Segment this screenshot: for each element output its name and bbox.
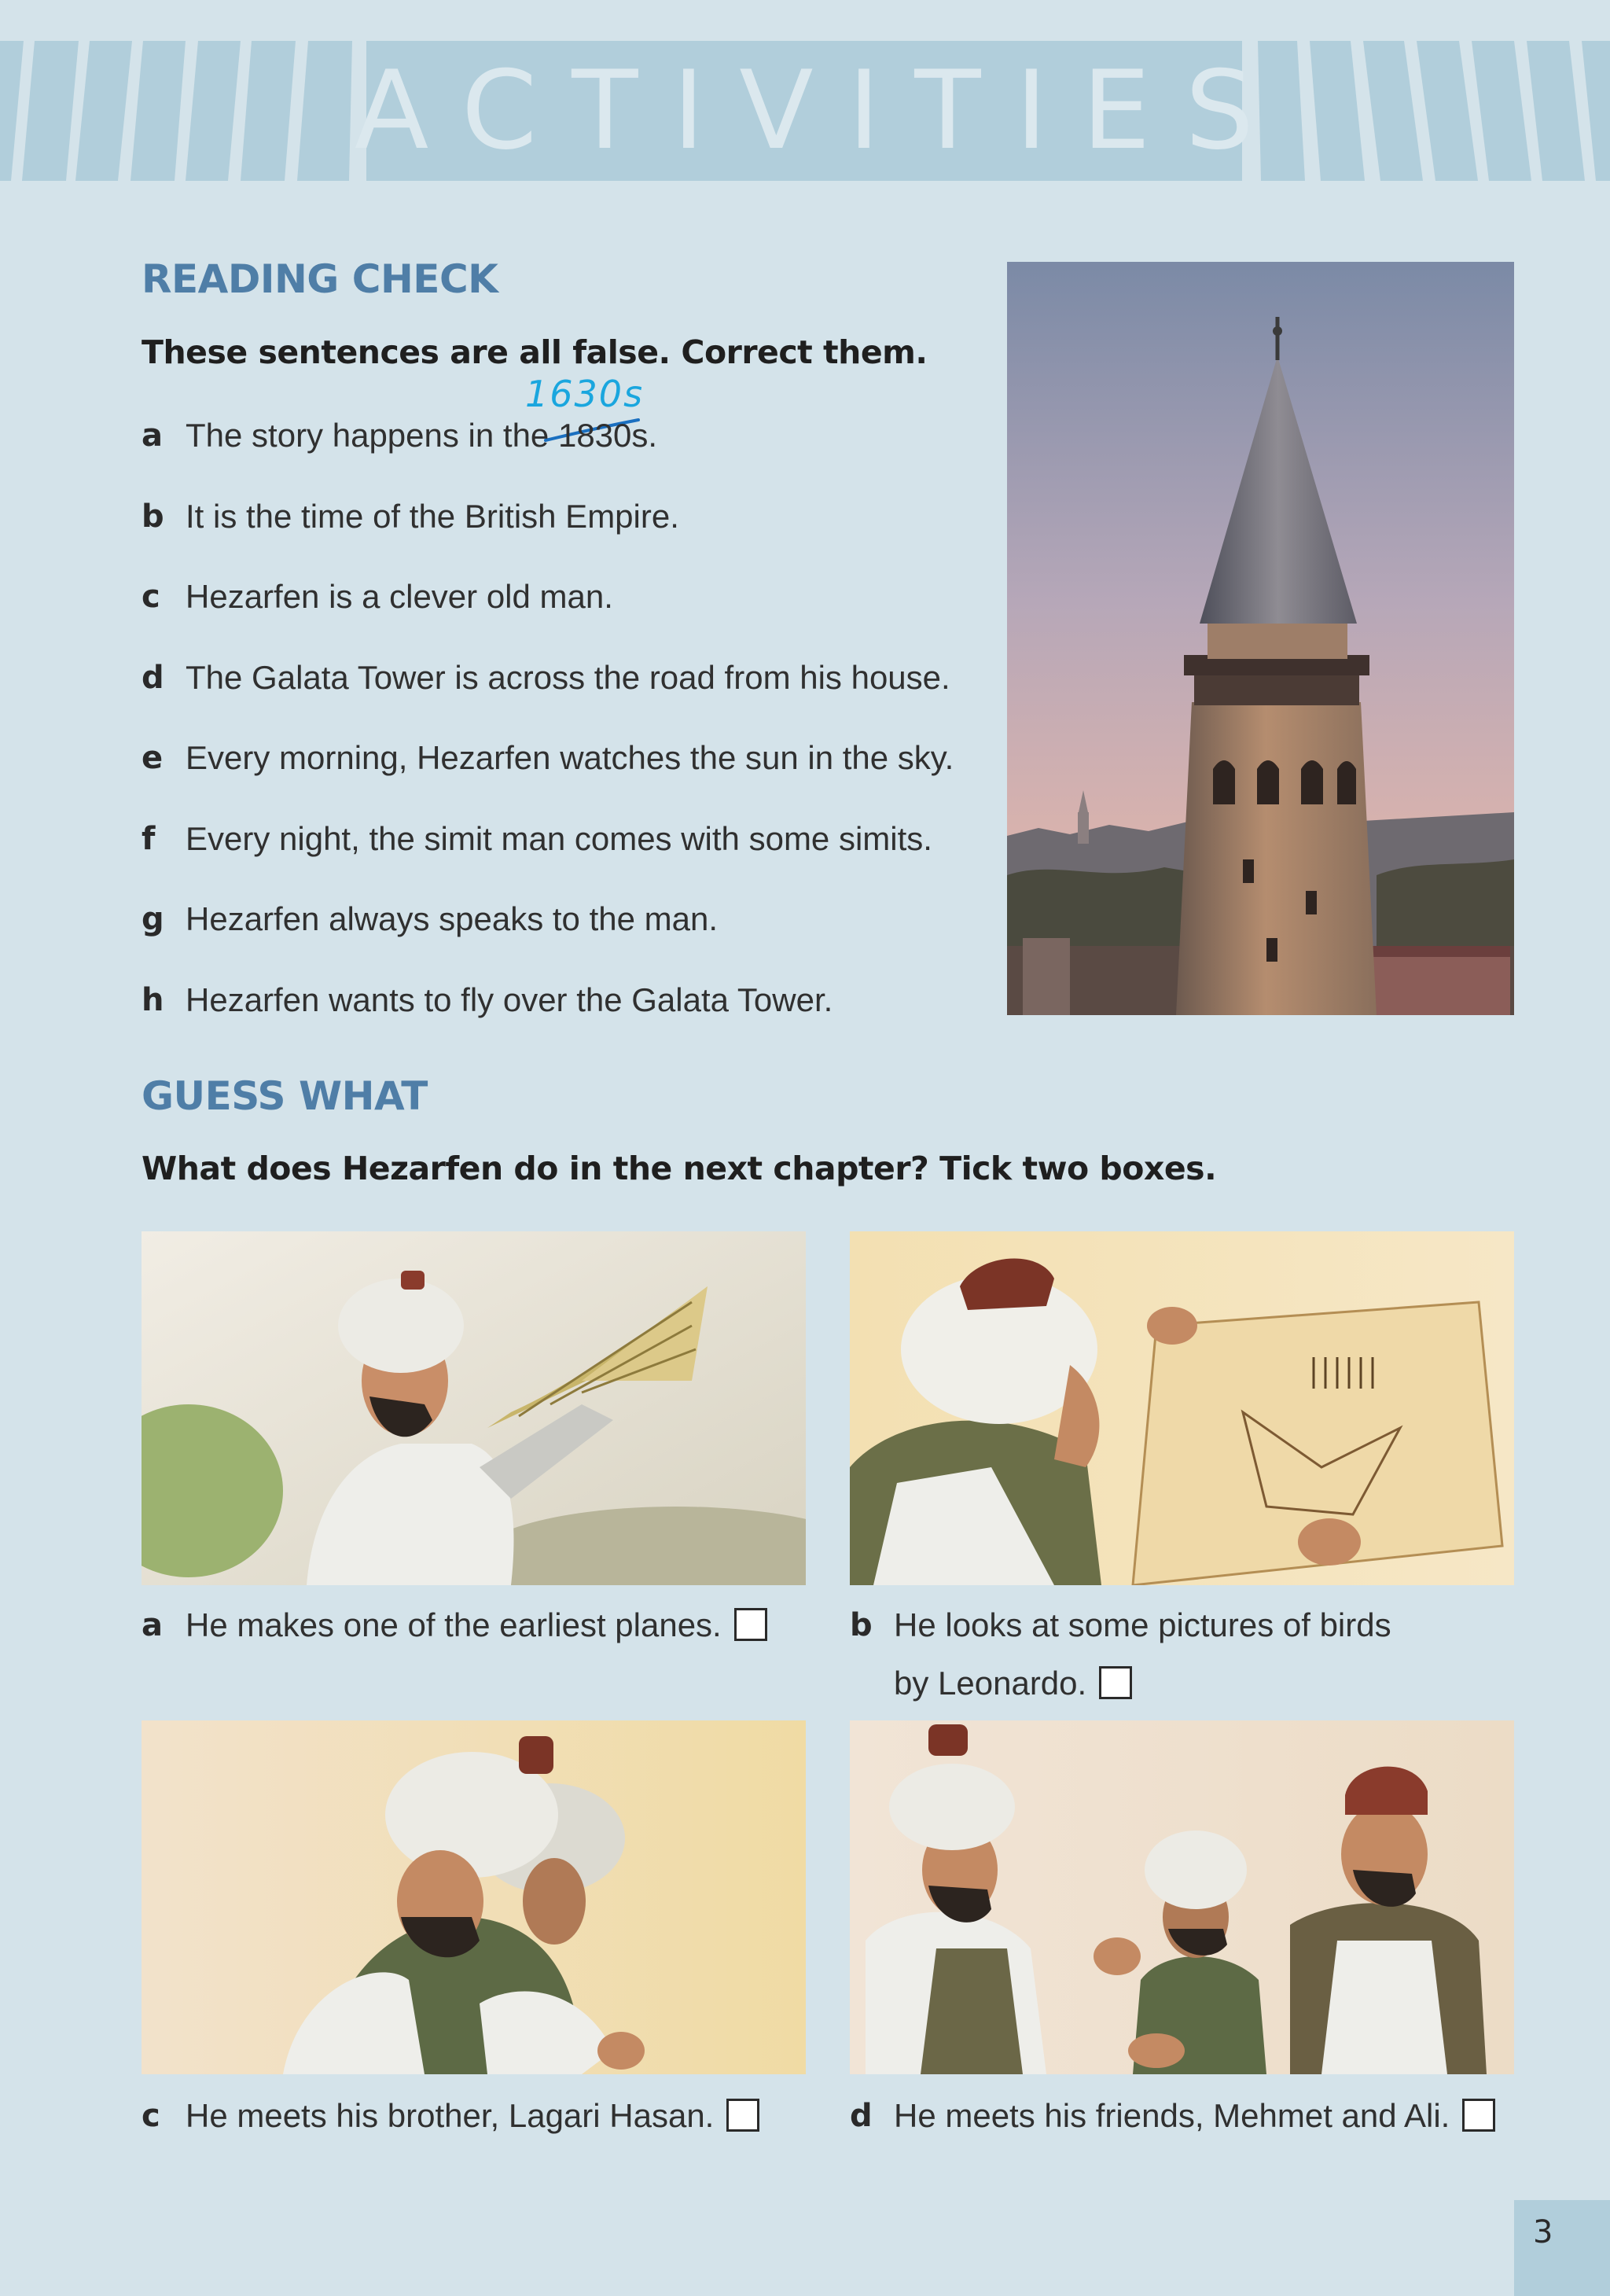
item-letter: c (142, 579, 160, 615)
item-letter: f (142, 821, 156, 857)
illustration-a-plane-model (142, 1231, 806, 1585)
reading-check-item-h (142, 977, 833, 1024)
illustration-b-drawings (850, 1231, 1514, 1585)
option-text: He meets his friends, Mehmet and Ali. (894, 2097, 1450, 2134)
item-text: Hezarfen always speaks to the man. (186, 900, 719, 937)
struck-word: 1830s (557, 417, 649, 454)
guess-what-instruction: What does Hezarfen do in the next chapter? Tick two boxes. (142, 1150, 1217, 1187)
option-letter: a (142, 1607, 163, 1643)
item-letter: d (142, 660, 164, 696)
guess-option-b (850, 1596, 1391, 1713)
reading-check-item-d (142, 654, 950, 701)
handwritten-correction: 1630s (525, 373, 645, 415)
item-text-end: . (648, 417, 658, 454)
option-text-line2: by Leonardo. (894, 1665, 1087, 1702)
item-text: Every night, the simit man comes with some simits. (186, 820, 932, 857)
item-letter: b (142, 499, 164, 535)
option-text-line1: He looks at some pictures of birds (894, 1606, 1391, 1643)
item-letter: h (142, 982, 164, 1018)
tickbox-a[interactable] (734, 1608, 767, 1641)
guess-option-a (142, 1596, 767, 1654)
item-text: Every morning, Hezarfen watches the sun in the sky. (186, 739, 954, 776)
tickbox-b[interactable] (1099, 1666, 1132, 1699)
banner-title-box (354, 41, 1289, 181)
reading-check-item-g (142, 896, 718, 943)
page-title: ACTIVITIES (354, 47, 1289, 174)
tickbox-d[interactable] (1462, 2099, 1495, 2132)
option-letter: d (850, 2098, 873, 2134)
item-text-start: The story happens in the (186, 417, 558, 454)
reading-check-item-e (142, 734, 954, 782)
option-text: He meets his brother, Lagari Hasan. (186, 2097, 715, 2134)
guess-what-heading: GUESS WHAT (142, 1073, 428, 1119)
item-text: Hezarfen is a clever old man. (186, 578, 613, 615)
activities-banner (0, 41, 1610, 181)
item-letter: a (142, 418, 163, 454)
option-letter: c (142, 2098, 160, 2134)
item-letter: e (142, 740, 164, 776)
item-text: Hezarfen wants to fly over the Galata Tower. (186, 981, 833, 1018)
item-letter: g (142, 901, 164, 937)
page-number: 3 (1533, 2214, 1553, 2250)
guess-option-c (142, 2087, 759, 2145)
reading-check-item-b (142, 493, 679, 540)
item-text: It is the time of the British Empire. (186, 498, 679, 535)
option-text: He makes one of the earliest planes. (186, 1606, 722, 1643)
illustration-c-brothers-hug (142, 1720, 806, 2074)
guess-option-d (850, 2087, 1495, 2145)
page-number-box (1514, 2200, 1610, 2296)
reading-check-heading: READING CHECK (142, 256, 498, 302)
reading-check-item-f (142, 815, 932, 863)
illustration-d-friends (850, 1720, 1514, 2074)
galata-tower-photo (1007, 262, 1514, 1015)
item-text: The Galata Tower is across the road from his house. (186, 659, 950, 696)
option-letter: b (850, 1607, 873, 1643)
reading-check-item-c (142, 573, 613, 620)
tickbox-c[interactable] (726, 2099, 759, 2132)
reading-check-item-a (142, 412, 657, 459)
reading-check-instruction: These sentences are all false. Correct them. (142, 333, 928, 371)
